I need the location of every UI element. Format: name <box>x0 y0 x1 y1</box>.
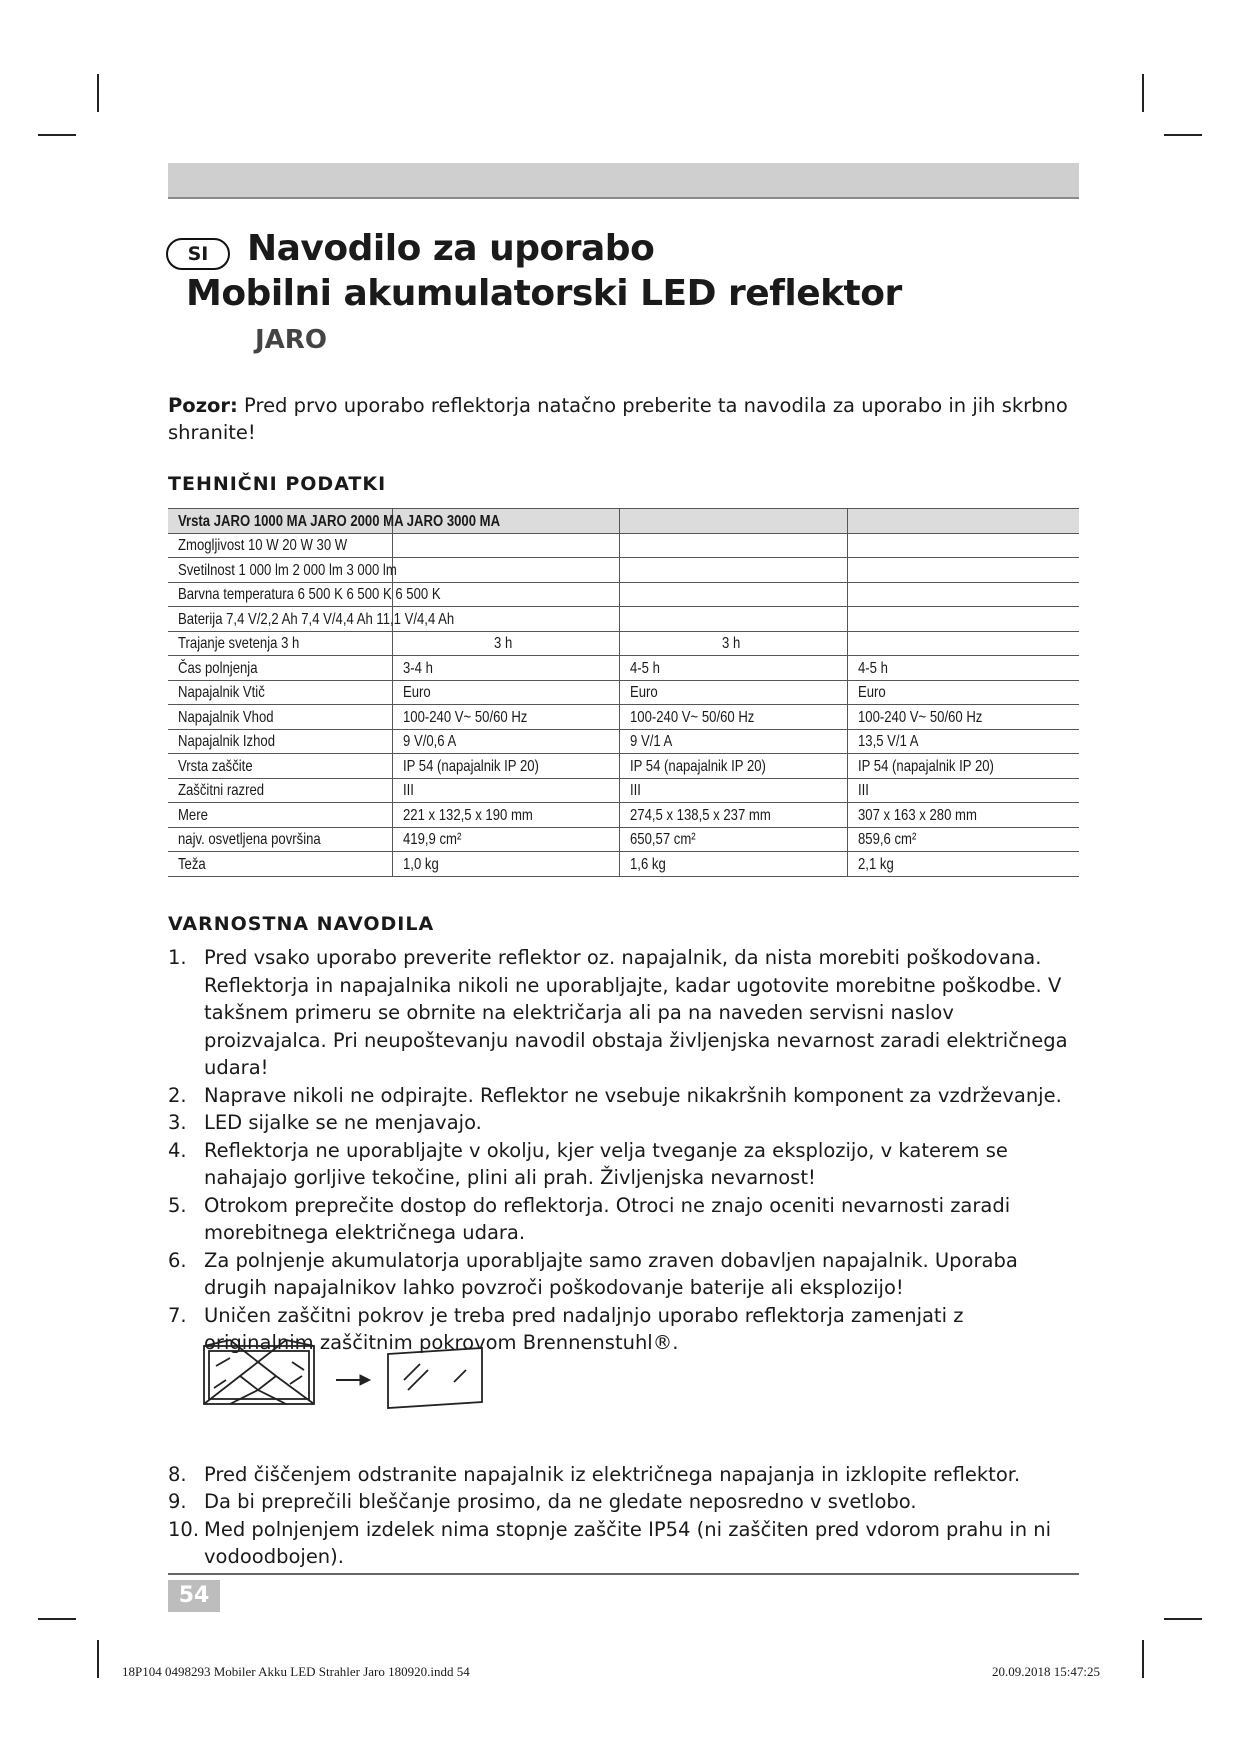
crop-mark <box>38 1618 76 1620</box>
list-item: 8. Pred čiščenjem odstranite napajalnik iz električnega napajanja in izklopite reflektor. <box>168 1462 1021 1486</box>
spec-value: III <box>619 778 847 803</box>
spec-value: III <box>392 778 619 803</box>
spec-label: Barvna temperatura 6 500 K 6 500 K 6 500 K <box>168 582 392 607</box>
crop-mark <box>97 1640 99 1678</box>
safety-list <box>168 944 1078 1571</box>
spec-row <box>168 827 1079 852</box>
warning-text: Pred prvo uporabo reflektorja natačno preberite ta navodila za uporabo in jih skrbno shranite! <box>168 394 1068 444</box>
spec-label: Napajalnik Vhod <box>168 705 392 730</box>
list-item: 2. Naprave nikoli ne odpirajte. Reflektor ne vsebuje nikakršnih komponent za vzdrževanje. <box>168 1083 1062 1107</box>
list-item: 6. Za polnjenje akumulatorja uporabljajte samo zraven dobavljen napajalnik. Uporaba drugih napajalnikov lahko povzroči poškodovanje baterije ali eksplozijo! <box>168 1248 1018 1299</box>
spec-row <box>168 631 1079 656</box>
list-item: 5. Otrokom preprečite dostop do reflektorja. Otroci ne znajo oceniti nevarnosti zaradi morebitnega električnega udara. <box>168 1193 1011 1244</box>
spec-row <box>168 754 1079 779</box>
spec-value: 3-4 h <box>392 656 619 681</box>
model-name: JARO <box>255 325 327 355</box>
cover-replacement-diagram <box>200 1336 490 1412</box>
spec-value: 13,5 V/1 A <box>847 729 1079 754</box>
product-title: Mobilni akumulatorski LED reflektor <box>186 273 902 314</box>
warning-paragraph <box>168 392 1068 446</box>
spec-value <box>847 533 1079 558</box>
spec-value: 100-240 V~ 50/60 Hz <box>619 705 847 730</box>
page-title: Navodilo za uporabo <box>247 228 655 269</box>
list-item: 10. Med polnjenjem izdelek nima stopnje zaščite IP54 (ni zaščiten pred vdorom prahu in ni vodoodbojen). <box>168 1517 1052 1568</box>
spec-value: IP 54 (napajalnik IP 20) <box>619 754 847 779</box>
spec-label: Napajalnik Izhod <box>168 729 392 754</box>
spec-row <box>168 680 1079 705</box>
spec-value: IP 54 (napajalnik IP 20) <box>847 754 1079 779</box>
spec-value <box>847 558 1079 583</box>
spec-row <box>168 852 1079 877</box>
spec-label: Zaščitni razred <box>168 778 392 803</box>
crop-mark <box>1164 134 1202 136</box>
spec-value <box>847 607 1079 632</box>
spec-row <box>168 558 1079 583</box>
crop-mark <box>38 134 76 136</box>
spec-value <box>619 533 847 558</box>
spec-label: Mere <box>168 803 392 828</box>
safety-heading: VARNOSTNA NAVODILA <box>168 913 435 935</box>
list-item: 3. LED sijalke se ne menjavajo. <box>168 1111 482 1134</box>
spec-row <box>168 582 1079 607</box>
spec-value: 4-5 h <box>619 656 847 681</box>
spec-header-cell <box>847 509 1079 534</box>
spec-label: najv. osvetljena površina <box>168 827 392 852</box>
spec-label: Svetilnost 1 000 lm 2 000 lm 3 000 lm <box>168 558 392 583</box>
spec-value: 1,6 kg <box>619 852 847 877</box>
spec-value: 100-240 V~ 50/60 Hz <box>847 705 1079 730</box>
spec-value: 3 h <box>392 631 619 656</box>
crop-mark <box>1142 1640 1144 1678</box>
spec-row <box>168 607 1079 632</box>
spec-label: Baterija 7,4 V/2,2 Ah 7,4 V/4,4 Ah 11,1 V/4,4 Ah <box>168 607 392 632</box>
print-slug-file: 18P104 0498293 Mobiler Akku LED Strahler Jaro 180920.indd 54 <box>122 1664 470 1679</box>
spec-label: Vrsta zaščite <box>168 754 392 779</box>
spec-header-row <box>168 509 1079 534</box>
spec-header-cell: Vrsta JARO 1000 MA JARO 2000 MA JARO 3000 MA <box>168 509 392 534</box>
spec-value: 221 x 132,5 x 190 mm <box>392 803 619 828</box>
spec-row <box>168 778 1079 803</box>
spec-value: Euro <box>619 680 847 705</box>
spec-value: 3 h <box>619 631 847 656</box>
crop-mark <box>1164 1618 1202 1620</box>
spec-row <box>168 656 1079 681</box>
spec-label: Napajalnik Vtič <box>168 680 392 705</box>
spec-row <box>168 705 1079 730</box>
spec-value: 9 V/0,6 A <box>392 729 619 754</box>
spec-header-cell <box>619 509 847 534</box>
spec-label: Čas polnjenja <box>168 656 392 681</box>
spec-value <box>619 582 847 607</box>
spec-value <box>619 558 847 583</box>
spec-value: 274,5 x 138,5 x 237 mm <box>619 803 847 828</box>
spec-table <box>168 508 1079 877</box>
list-item: 4. Reflektorja ne uporabljajte v okolju, kjer velja tveganje za eksplozijo, v katerem se nahajajo gorljive tekočine, plini ali prah. Življenjska nevarnost! <box>168 1138 1008 1189</box>
header-bar <box>168 163 1079 199</box>
spec-label: Trajanje svetenja 3 h <box>168 631 392 656</box>
list-item: 7. Uničen zaščitni pokrov je treba pred nadaljnjo uporabo reflektorja zamenjati z originalnim zaščitnim pokrovom Brennenstuhl®. <box>168 1303 964 1354</box>
spec-label: Zmogljivost 10 W 20 W 30 W <box>168 533 392 558</box>
spec-value: 307 x 163 x 280 mm <box>847 803 1079 828</box>
crop-mark <box>1142 74 1144 112</box>
spec-row <box>168 533 1079 558</box>
spec-row <box>168 729 1079 754</box>
page-number: 54 <box>168 1580 220 1612</box>
spec-value: III <box>847 778 1079 803</box>
spec-value: 419,9 cm² <box>392 827 619 852</box>
spec-row <box>168 803 1079 828</box>
spec-value: 650,57 cm² <box>619 827 847 852</box>
new-cover-icon <box>388 1348 482 1408</box>
spec-value: 1,0 kg <box>392 852 619 877</box>
spec-value: Euro <box>847 680 1079 705</box>
arrow-right-icon <box>336 1375 370 1385</box>
spec-value: IP 54 (napajalnik IP 20) <box>392 754 619 779</box>
spec-value <box>847 631 1079 656</box>
spec-label: Teža <box>168 852 392 877</box>
broken-cover-icon <box>204 1340 314 1404</box>
tech-data-heading: TEHNIČNI PODATKI <box>168 473 387 495</box>
list-item: 1. Pred vsako uporabo preverite reflektor oz. napajalnik, da nista morebiti poškodovana. Reflektorja in napajalnika nikoli ne uporabljajte, kadar ugotovite morebitne poškodbe. V takšnem primeru se obrnite na električarja ali pa na naveden servisni naslov proizvajalca. Pri neupoštevanju navodil obstaja življenjska nevarnost zaradi električnega udara! <box>168 946 1068 1079</box>
spec-value: 2,1 kg <box>847 852 1079 877</box>
print-slug-date: 20.09.2018 15:47:25 <box>992 1664 1100 1679</box>
spec-value: 4-5 h <box>847 656 1079 681</box>
language-badge: SI <box>166 238 230 270</box>
warning-label: Pozor: <box>168 394 238 417</box>
spec-value <box>392 533 619 558</box>
spec-value <box>847 582 1079 607</box>
spec-value: 9 V/1 A <box>619 729 847 754</box>
footer-rule <box>168 1573 1079 1575</box>
spec-value: 100-240 V~ 50/60 Hz <box>392 705 619 730</box>
spec-value <box>619 607 847 632</box>
list-item: 9. Da bi preprečili bleščanje prosimo, da ne gledate neposredno v svetlobo. <box>168 1490 917 1513</box>
spec-value: 859,6 cm² <box>847 827 1079 852</box>
crop-mark <box>97 74 99 112</box>
spec-value <box>392 558 619 583</box>
spec-value: Euro <box>392 680 619 705</box>
